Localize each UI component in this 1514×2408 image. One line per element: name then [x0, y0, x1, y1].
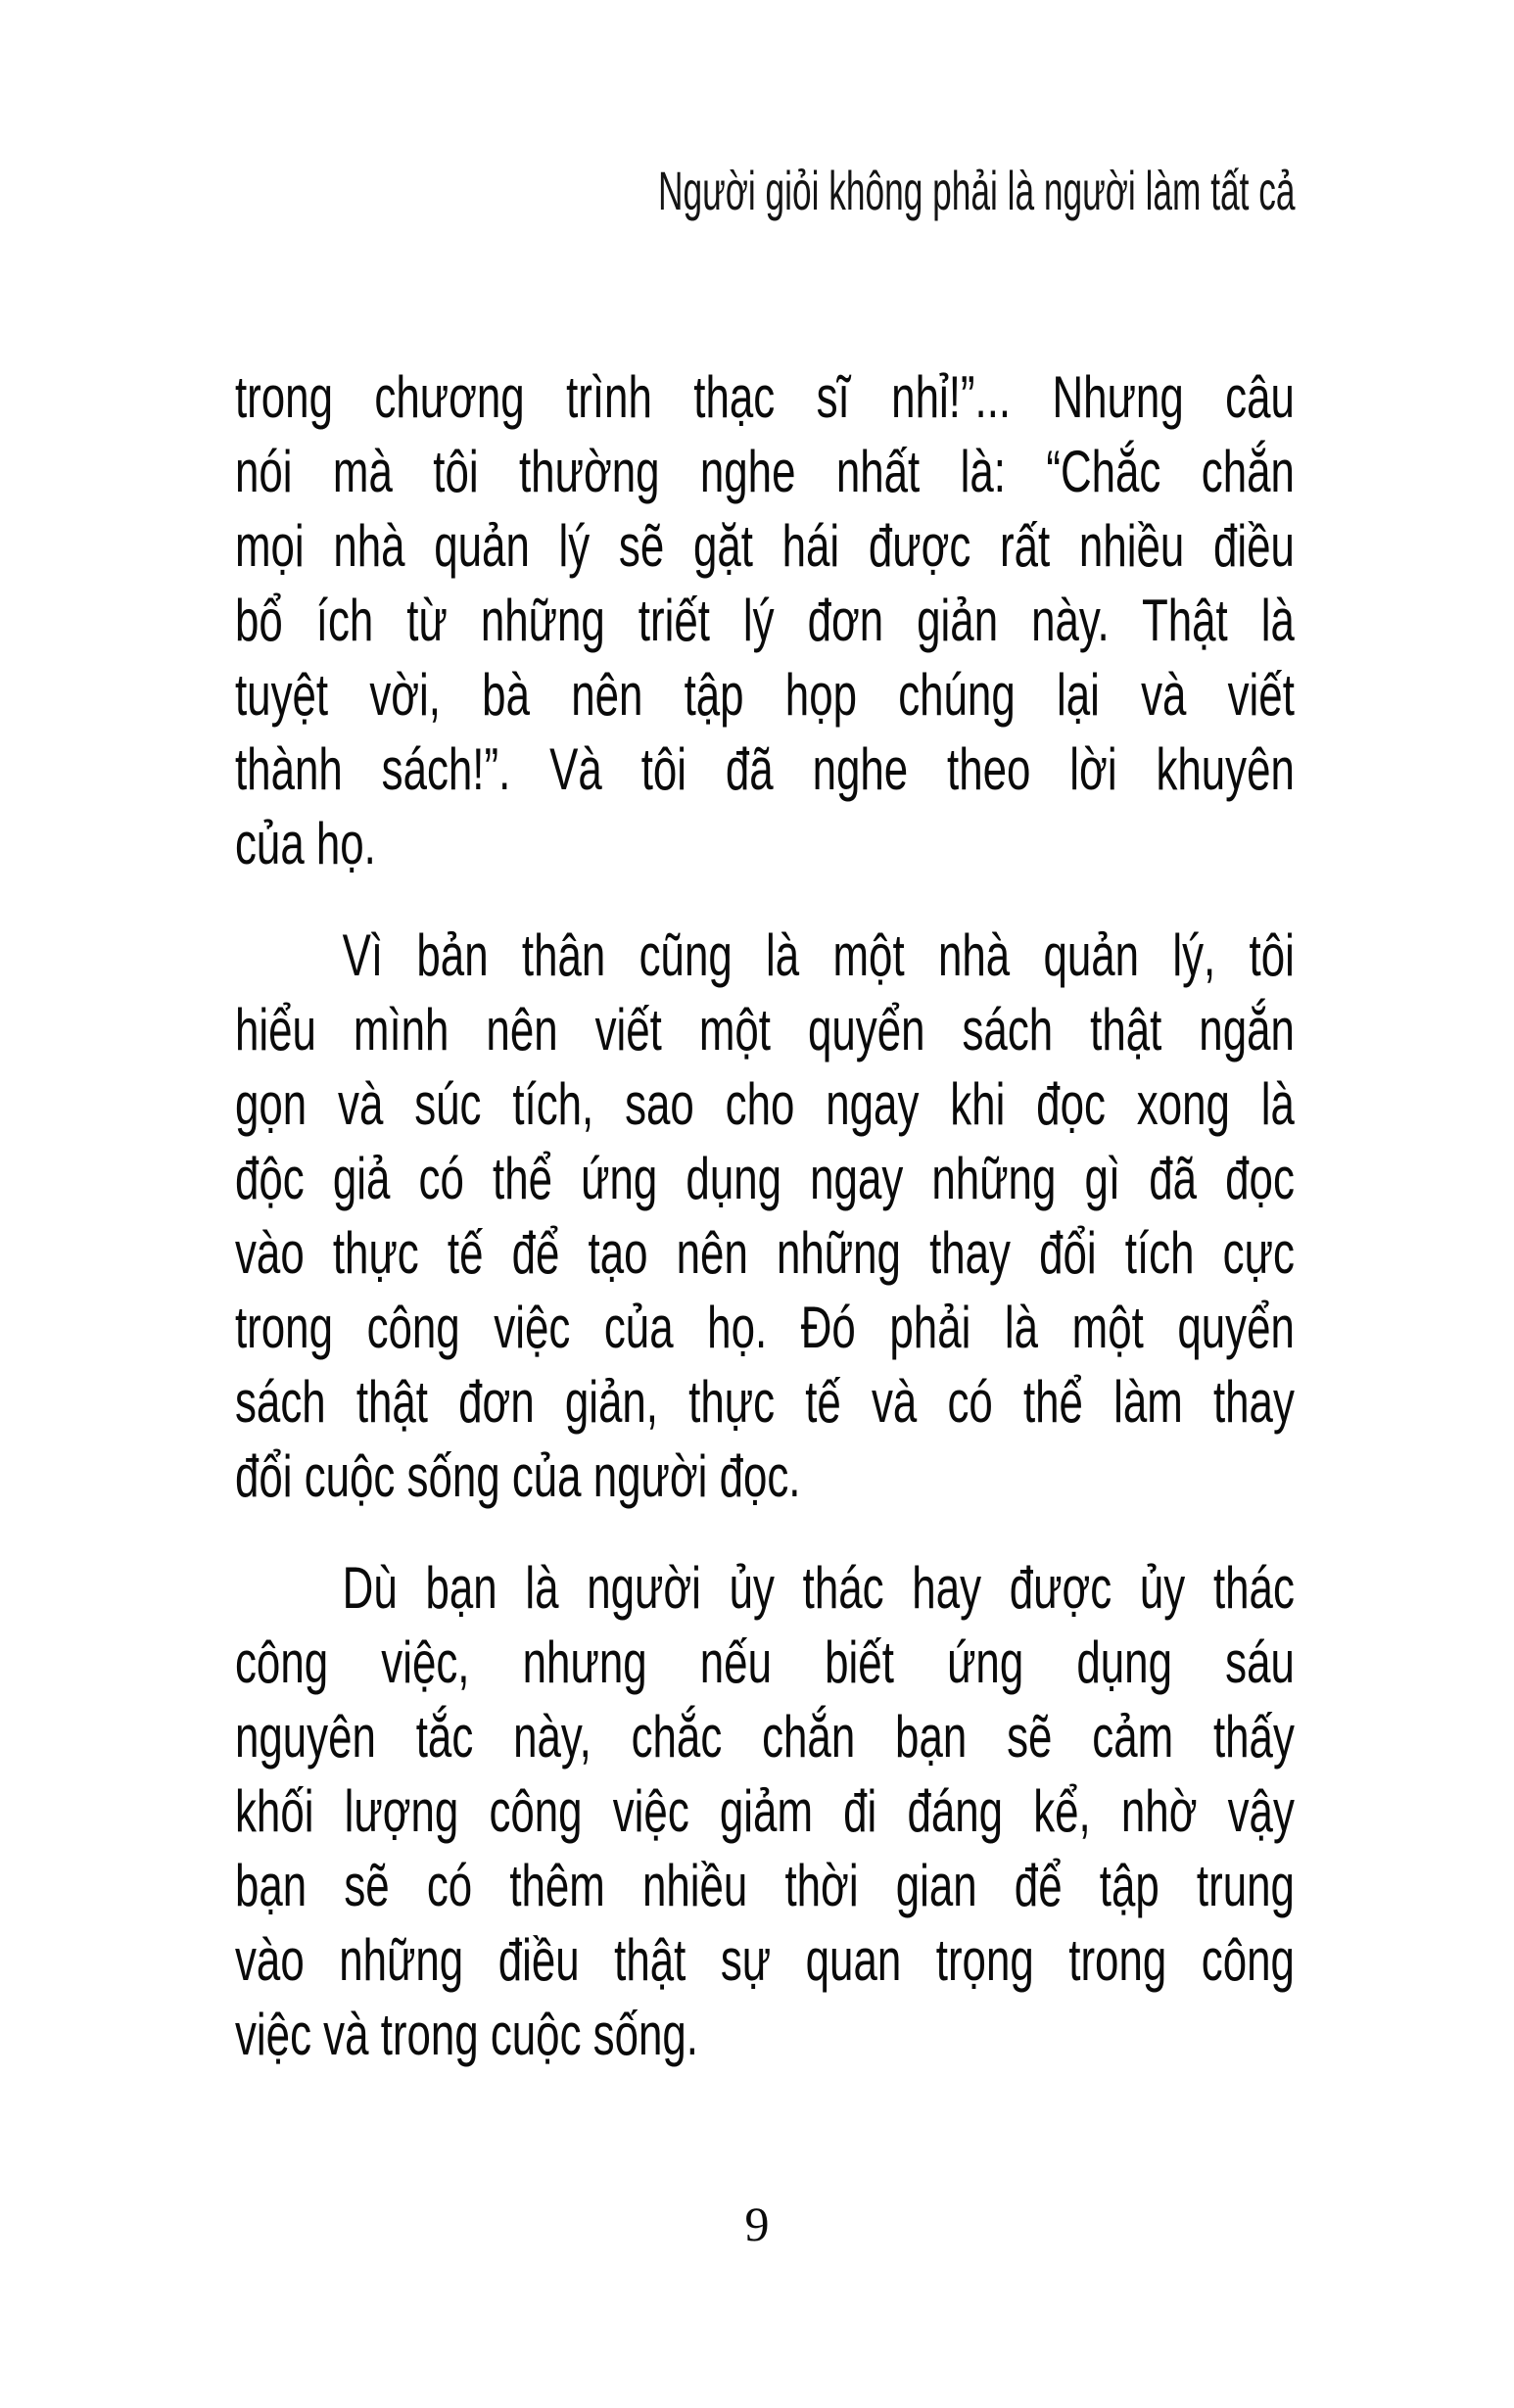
text-line: mọi nhà quản lý sẽ gặt hái được rất nhiều điều — [235, 513, 1295, 579]
text-line: nguyên tắc này, chắc chắn bạn sẽ cảm thấy — [235, 1704, 1295, 1770]
text-line: việc và trong cuộc sống. — [235, 2002, 698, 2067]
text-line: Vì bản thân cũng là một nhà quản lý, tôi — [342, 922, 1295, 988]
text-line: trong công việc của họ. Đó phải là một quyển — [235, 1295, 1295, 1360]
paragraph — [235, 919, 1295, 1514]
text-line: khối lượng công việc giảm đi đáng kể, nhờ vậy — [235, 1778, 1295, 1844]
page-number: 9 — [744, 2196, 770, 2251]
text-line: vào những điều thật sự quan trọng trong công — [235, 1927, 1295, 1993]
text-line: Dù bạn là người ủy thác hay được ủy thác — [342, 1555, 1295, 1621]
text-line: công việc, nhưng nếu biết ứng dụng sáu — [235, 1629, 1295, 1695]
text-line: thành sách!”. Và tôi đã nghe theo lời khuyên — [235, 736, 1295, 802]
text-line: đổi cuộc sống của người đọc. — [235, 1443, 801, 1509]
text-line: bổ ích từ những triết lý đơn giản này. Thật là — [235, 588, 1295, 653]
text-line: vào thực tế để tạo nên những thay đổi tích cực — [235, 1220, 1295, 1286]
text-line: sách thật đơn giản, thực tế và có thể làm thay — [235, 1369, 1295, 1435]
text-line: của họ. — [235, 811, 376, 876]
paragraph — [235, 1551, 1295, 2072]
paragraph — [235, 360, 1295, 881]
page-body — [235, 360, 1295, 2109]
running-header: Người giỏi không phải là người làm tất cả — [657, 160, 1295, 221]
text-line: gọn và súc tích, sao cho ngay khi đọc xong là — [235, 1071, 1295, 1137]
text-line: tuyệt vời, bà nên tập họp chúng lại và viết — [235, 662, 1295, 728]
text-line: hiểu mình nên viết một quyển sách thật ngắn — [235, 997, 1295, 1062]
text-line: độc giả có thể ứng dụng ngay những gì đã đọc — [235, 1146, 1295, 1211]
text-line: trong chương trình thạc sĩ nhỉ!”... Nhưng câu — [235, 364, 1295, 430]
text-line: bạn sẽ có thêm nhiều thời gian để tập trung — [235, 1853, 1295, 1918]
text-line: nói mà tôi thường nghe nhất là: “Chắc chắn — [235, 439, 1295, 504]
